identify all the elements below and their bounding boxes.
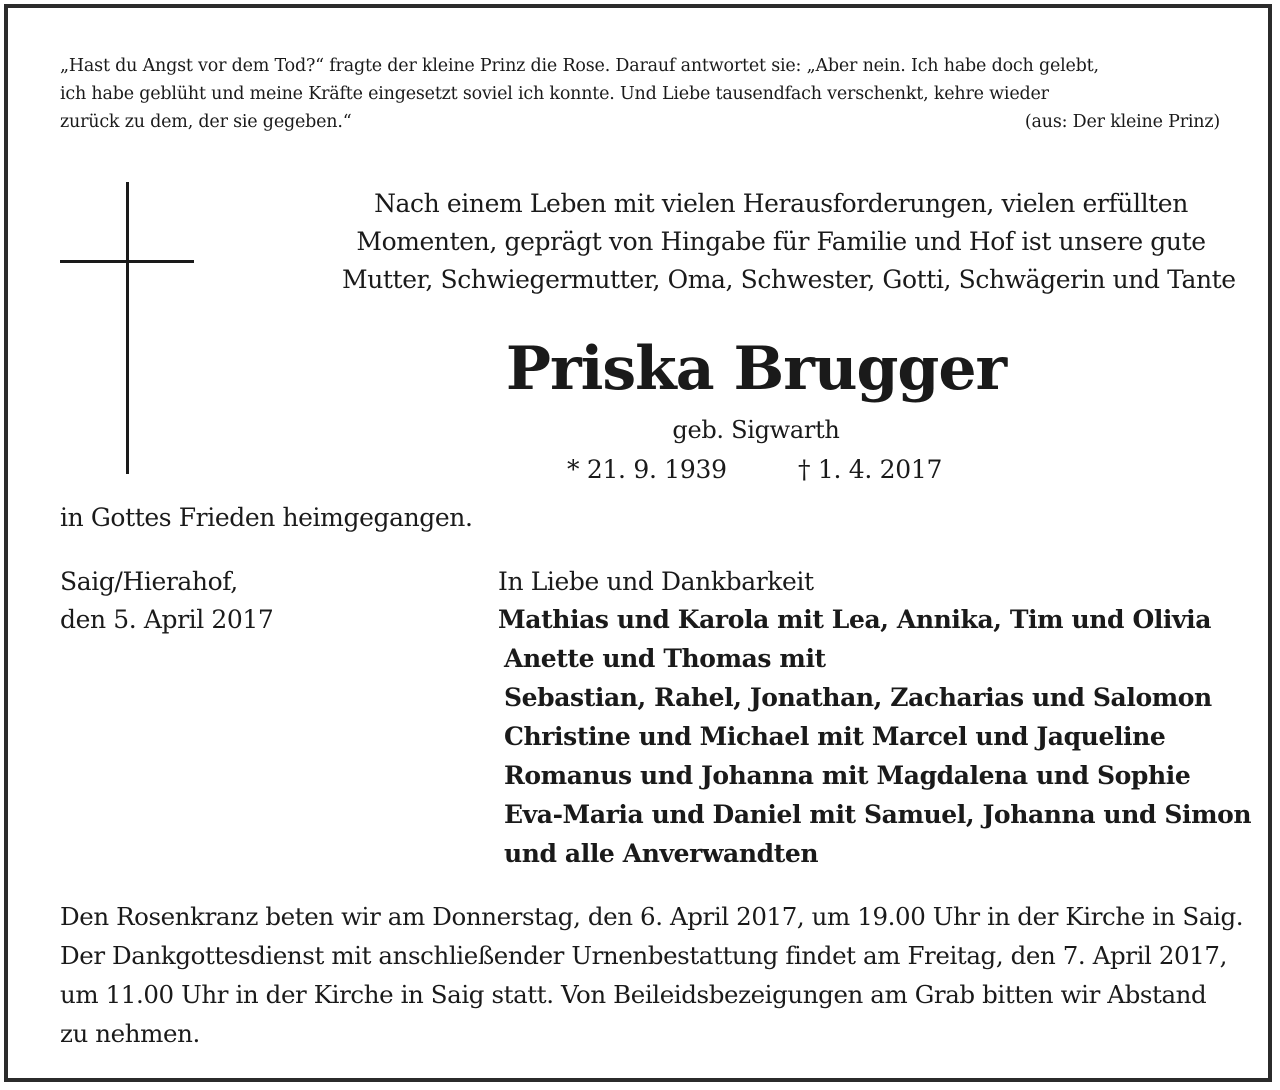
- place-date: den 5. April 2017: [60, 605, 274, 634]
- quote-line-2: ich habe geblüht und meine Kräfte eingesetzt soviel ich konnte. Und Liebe tausendfach verschenkt, kehre wieder: [60, 84, 1049, 104]
- mourner-line: Mathias und Karola mit Lea, Annika, Tim und Olivia: [498, 605, 1212, 634]
- closing-text: in Gottes Frieden heimgegangen.: [60, 503, 473, 532]
- deceased-name: Priska Brugger: [505, 334, 1007, 404]
- birth-date: * 21. 9. 1939: [567, 455, 727, 484]
- intro-line-1: Nach einem Leben mit vielen Herausforderungen, vielen erfüllten: [374, 189, 1188, 218]
- birth-name: geb. Sigwarth: [672, 416, 840, 444]
- notice-line-4: zu nehmen.: [60, 1019, 200, 1048]
- mourners-intro: In Liebe und Dankbarkeit: [498, 567, 814, 596]
- mourner-line: Sebastian, Rahel, Jonathan, Zacharias und Salomon: [504, 683, 1212, 712]
- mourner-line: und alle Anverwandten: [504, 839, 819, 868]
- notice-line-3: um 11.00 Uhr in der Kirche in Saig statt. Von Beileidsbezeigungen am Grab bitten wir Abstand: [60, 980, 1207, 1009]
- mourner-line: Romanus und Johanna mit Magdalena und Sophie: [504, 761, 1191, 790]
- notice-line-1: Den Rosenkranz beten wir am Donnerstag, den 6. April 2017, um 19.00 Uhr in der Kirche in Saig.: [60, 902, 1244, 931]
- quote-source: (aus: Der kleine Prinz): [1024, 112, 1220, 132]
- death-date: † 1. 4. 2017: [798, 455, 943, 484]
- notice-line-2: Der Dankgottesdienst mit anschließender Urnenbestattung findet am Freitag, den 7. April 2017,: [60, 941, 1227, 970]
- quote-line-3: zurück zu dem, der sie gegeben.“: [60, 112, 352, 132]
- intro-line-2: Momenten, geprägt von Hingabe für Familie und Hof ist unsere gute: [356, 227, 1206, 256]
- mourner-line: Eva-Maria und Daniel mit Samuel, Johanna und Simon: [504, 800, 1252, 829]
- quote-line-1: „Hast du Angst vor dem Tod?“ fragte der kleine Prinz die Rose. Darauf antwortet sie: „Aber nein. Ich habe doch gelebt,: [60, 56, 1099, 76]
- place: Saig/Hierahof,: [60, 567, 238, 596]
- intro-line-3: Mutter, Schwiegermutter, Oma, Schwester, Gotti, Schwägerin und Tante: [342, 265, 1236, 294]
- mourner-line: Christine und Michael mit Marcel und Jaqueline: [504, 722, 1166, 751]
- mourner-line: Anette und Thomas mit: [504, 644, 826, 673]
